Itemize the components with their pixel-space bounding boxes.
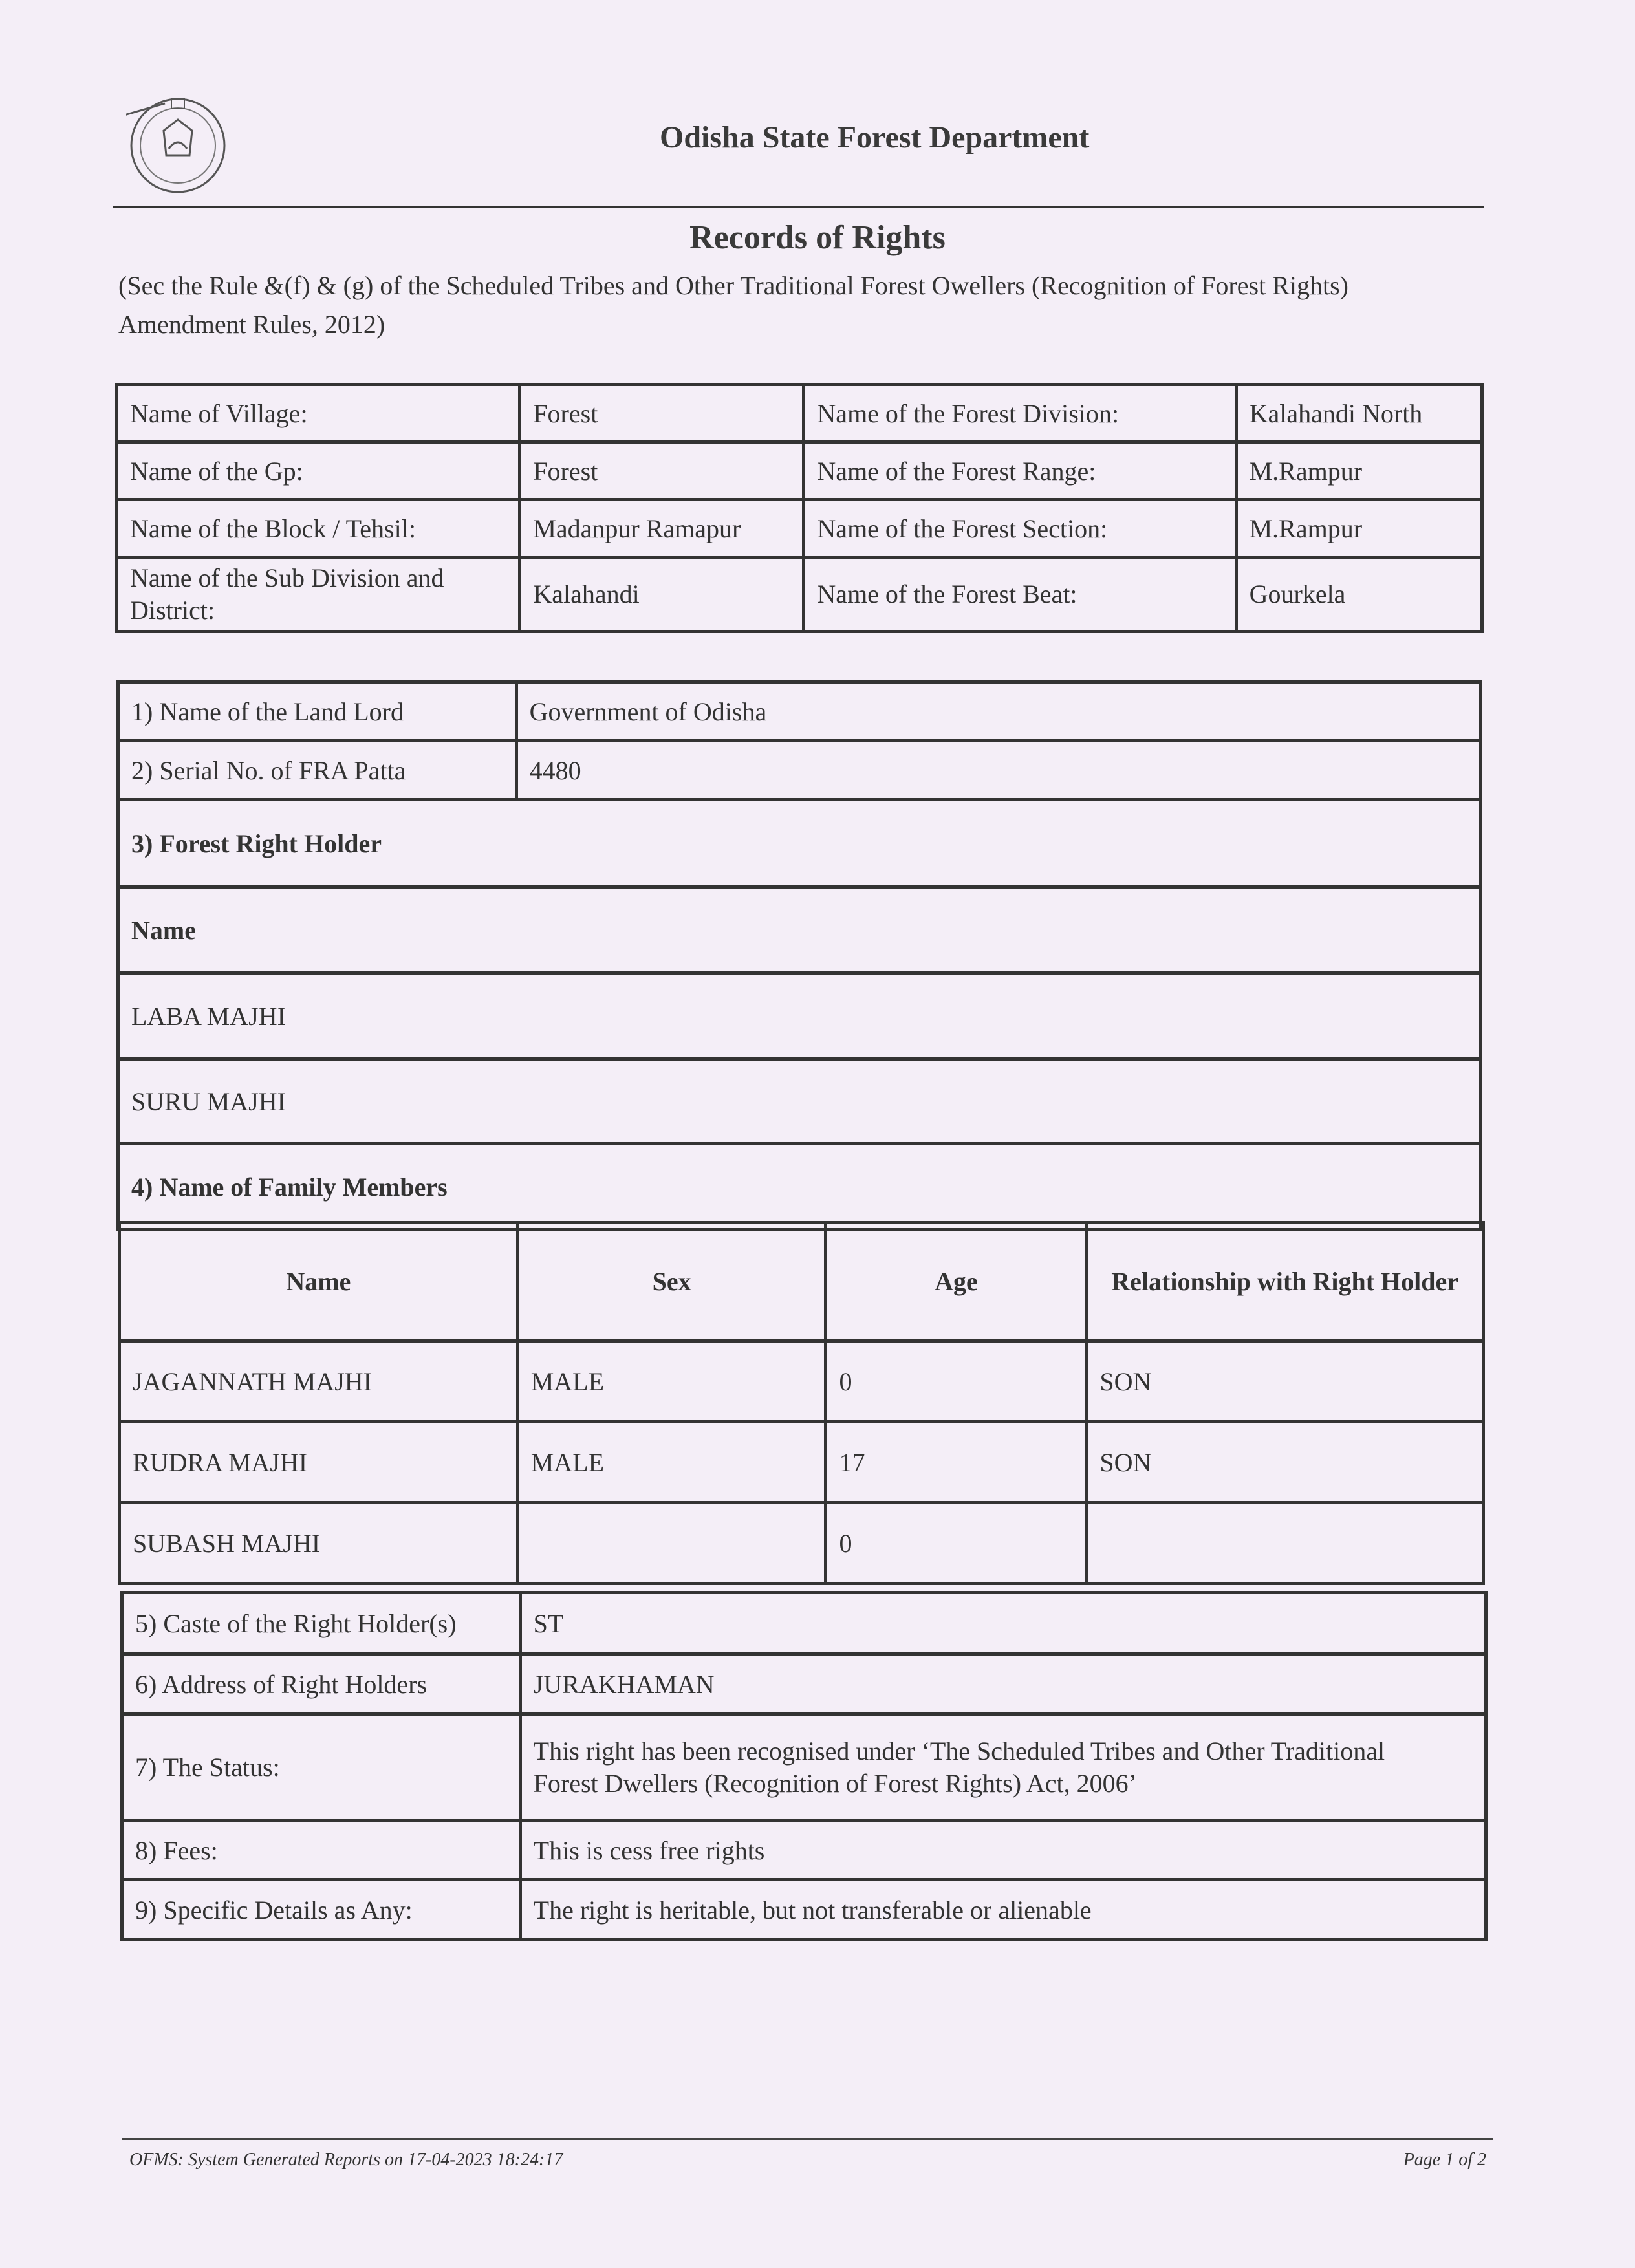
landlord-label: 1) Name of the Land Lord [118,682,517,741]
block-value: Madanpur Ramapur [520,500,804,557]
table-row [122,1821,1486,1880]
table-row [118,741,1481,800]
caste-value: ST [520,1593,1486,1654]
status-label: 7) The Status: [122,1714,521,1821]
holder-name-heading: Name [118,887,1481,973]
member-relationship: SON [1087,1341,1484,1422]
status-value [520,1714,1486,1821]
department-name: Odisha State Forest Department [660,120,1090,155]
table-row [118,1059,1481,1144]
table-row [120,1422,1484,1503]
address-label: 6) Address of Right Holders [122,1654,521,1714]
table-row [117,442,1482,500]
specific-label: 9) Specific Details as Any: [122,1880,521,1940]
member-relationship: SON [1087,1422,1484,1503]
details-table [120,1591,1488,1941]
range-label: Name of the Forest Range: [804,442,1236,500]
subdivision-value: Kalahandi [520,557,804,632]
member-sex: MALE [517,1422,826,1503]
generated-timestamp: OFMS: System Generated Reports on 17-04-2023 18:24:17 [129,2150,563,2170]
rule-reference: (Sec the Rule &(f) & (g) of the Scheduled Tribes and Other Traditional Forest Owellers (Recognition of Forest Rights) Amendment Rules, 2012) [118,271,1348,339]
location-table [115,383,1484,633]
village-value: Forest [520,385,804,442]
member-relationship [1087,1503,1484,1584]
caste-label: 5) Caste of the Right Holder(s) [122,1593,521,1654]
table-row [120,1503,1484,1584]
section-label: Name of the Forest Section: [804,500,1236,557]
odisha-emblem-seal [126,84,230,200]
address-value: JURAKHAMAN [520,1654,1486,1714]
village-label: Name of Village: [117,385,520,442]
footer-divider [122,2138,1493,2140]
table-row [118,682,1481,741]
subdivision-label: Name of the Sub Division and District: [117,557,520,632]
table-row [118,1144,1481,1230]
range-value: M.Rampur [1236,442,1482,500]
table-row [122,1714,1486,1821]
table-row [122,1880,1486,1940]
division-value: Kalahandi North [1236,385,1482,442]
table-row [118,800,1481,887]
member-age: 0 [826,1341,1087,1422]
col-header-name: Name [120,1223,518,1341]
beat-value: Gourkela [1236,557,1482,632]
table-row [117,557,1482,632]
page-number: Page 1 of 2 [1403,2150,1486,2170]
member-sex [517,1503,826,1584]
division-label: Name of the Forest Division: [804,385,1236,442]
document-title: Records of Rights [689,219,946,256]
section-value: M.Rampur [1236,500,1482,557]
table-row [118,973,1481,1059]
record-table [116,680,1482,1231]
holder-name: SURU MAJHI [118,1059,1481,1144]
gp-label: Name of the Gp: [117,442,520,500]
status-line: This right has been recognised under ‘The Scheduled Tribes and Other Traditional [533,1736,1385,1766]
col-header-age: Age [826,1223,1087,1341]
member-sex: MALE [517,1341,826,1422]
member-name: JAGANNATH MAJHI [120,1341,518,1422]
table-row [122,1654,1486,1714]
holder-heading: 3) Forest Right Holder [118,800,1481,887]
fees-value: This is cess free rights [520,1821,1486,1880]
header-divider [113,206,1484,208]
fees-label: 8) Fees: [122,1821,521,1880]
table-row [117,385,1482,442]
holder-name: LABA MAJHI [118,973,1481,1059]
landlord-value: Government of Odisha [516,682,1480,741]
family-members-table [118,1221,1485,1585]
table-row [118,887,1481,973]
table-row [117,500,1482,557]
table-row [122,1593,1486,1654]
patta-value: 4480 [516,741,1480,800]
table-header-row [120,1223,1484,1341]
member-age: 17 [826,1422,1087,1503]
member-age: 0 [826,1503,1087,1584]
col-header-relationship: Relationship with Right Holder [1087,1223,1484,1341]
member-name: RUDRA MAJHI [120,1422,518,1503]
gp-value: Forest [520,442,804,500]
specific-value: The right is heritable, but not transferable or alienable [520,1880,1486,1940]
family-heading: 4) Name of Family Members [118,1144,1481,1230]
member-name: SUBASH MAJHI [120,1503,518,1584]
col-header-sex: Sex [517,1223,826,1341]
patta-label: 2) Serial No. of FRA Patta [118,741,517,800]
table-row [120,1341,1484,1422]
block-label: Name of the Block / Tehsil: [117,500,520,557]
beat-label: Name of the Forest Beat: [804,557,1236,632]
status-line: Forest Dwellers (Recognition of Forest Rights) Act, 2006’ [533,1769,1137,1798]
